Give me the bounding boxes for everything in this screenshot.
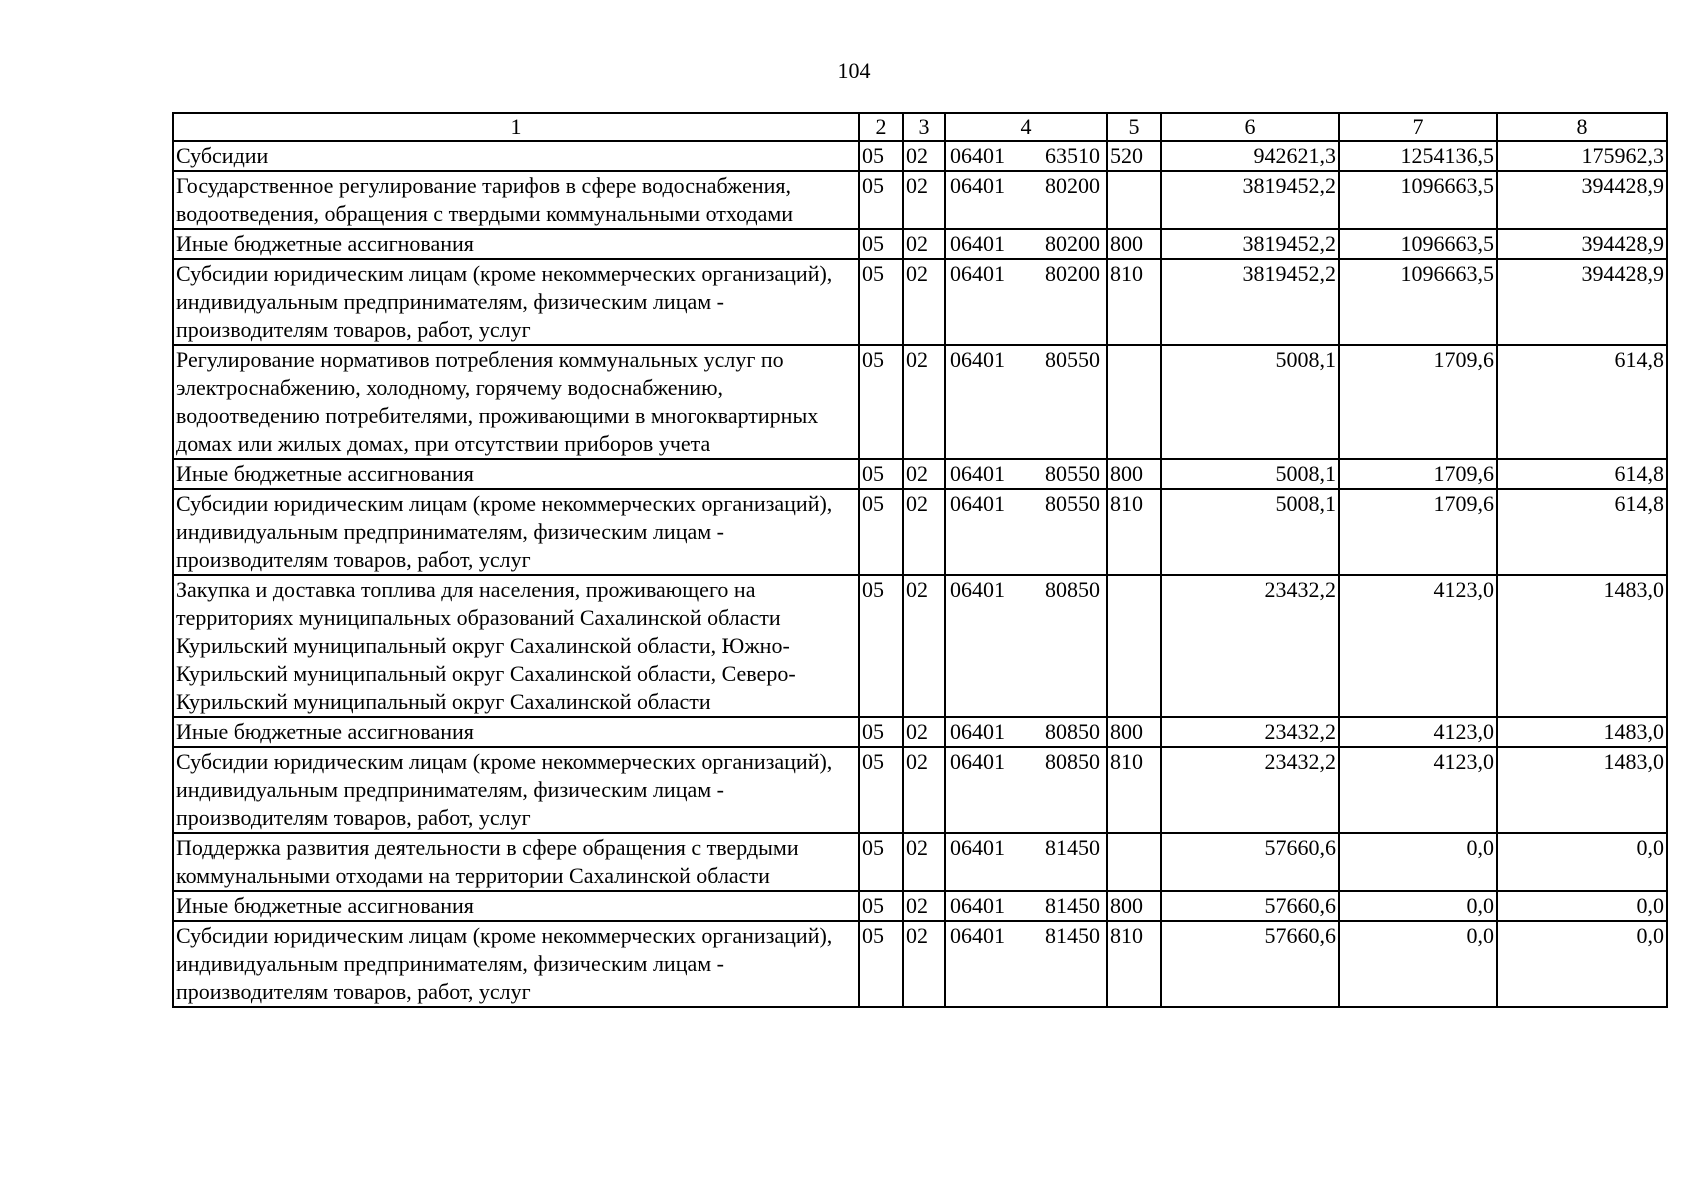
section-code: 05 [859, 891, 903, 921]
section-code: 05 [859, 575, 903, 717]
direction-code: 80550 [1045, 461, 1100, 486]
section-code: 05 [859, 747, 903, 833]
amount-col-8: 0,0 [1497, 891, 1667, 921]
subsection-code: 02 [903, 259, 945, 345]
direction-code: 80850 [1045, 749, 1100, 774]
amount-col-7: 1709,6 [1339, 459, 1497, 489]
header-cell: 5 [1107, 113, 1161, 141]
row-name: Иные бюджетные ассигнования [173, 459, 859, 489]
amount-col-7: 1096663,5 [1339, 171, 1497, 229]
program-code: 06401 [950, 173, 1005, 198]
amount-col-8: 175962,3 [1497, 141, 1667, 171]
expense-type-code: 520 [1107, 141, 1161, 171]
direction-code: 80200 [1045, 173, 1100, 198]
amount-col-6: 5008,1 [1161, 459, 1339, 489]
expense-type-code [1107, 575, 1161, 717]
direction-code: 81450 [1045, 923, 1100, 948]
table-row [173, 171, 1667, 229]
program-code: 06401 [950, 719, 1005, 744]
header-cell: 6 [1161, 113, 1339, 141]
subsection-code: 02 [903, 717, 945, 747]
program-code: 06401 [950, 749, 1005, 774]
target-article-code [945, 921, 1107, 1007]
subsection-code: 02 [903, 747, 945, 833]
target-article-code [945, 891, 1107, 921]
amount-col-8: 1483,0 [1497, 747, 1667, 833]
subsection-code: 02 [903, 921, 945, 1007]
header-cell: 7 [1339, 113, 1497, 141]
program-code: 06401 [950, 261, 1005, 286]
expense-type-code: 810 [1107, 921, 1161, 1007]
section-code: 05 [859, 833, 903, 891]
section-code: 05 [859, 489, 903, 575]
amount-col-7: 0,0 [1339, 921, 1497, 1007]
section-code: 05 [859, 229, 903, 259]
subsection-code: 02 [903, 575, 945, 717]
target-article-code [945, 489, 1107, 575]
table-row [173, 921, 1667, 1007]
amount-col-6: 57660,6 [1161, 833, 1339, 891]
direction-code: 81450 [1045, 835, 1100, 860]
target-article-code [945, 259, 1107, 345]
expense-type-code: 800 [1107, 459, 1161, 489]
amount-col-6: 23432,2 [1161, 747, 1339, 833]
amount-col-6: 5008,1 [1161, 489, 1339, 575]
amount-col-8: 394428,9 [1497, 259, 1667, 345]
amount-col-6: 57660,6 [1161, 891, 1339, 921]
direction-code: 63510 [1045, 143, 1100, 168]
amount-col-7: 4123,0 [1339, 717, 1497, 747]
amount-col-8: 1483,0 [1497, 717, 1667, 747]
target-article-code [945, 229, 1107, 259]
section-code: 05 [859, 141, 903, 171]
amount-col-8: 614,8 [1497, 489, 1667, 575]
header-cell: 8 [1497, 113, 1667, 141]
budget-table [172, 112, 1668, 1008]
section-code: 05 [859, 259, 903, 345]
amount-col-6: 3819452,2 [1161, 259, 1339, 345]
amount-col-6: 23432,2 [1161, 575, 1339, 717]
direction-code: 81450 [1045, 893, 1100, 918]
expense-type-code [1107, 171, 1161, 229]
target-article-code [945, 459, 1107, 489]
amount-col-7: 1709,6 [1339, 489, 1497, 575]
row-name: Субсидии юридическим лицам (кроме некоммерческих организаций), индивидуальным предпринимателям, физическим лицам - производителям товаров, работ, услуг [173, 921, 859, 1007]
amount-col-6: 5008,1 [1161, 345, 1339, 459]
program-code: 06401 [950, 893, 1005, 918]
program-code: 06401 [950, 923, 1005, 948]
subsection-code: 02 [903, 833, 945, 891]
header-cell: 2 [859, 113, 903, 141]
expense-type-code: 800 [1107, 891, 1161, 921]
amount-col-8: 0,0 [1497, 833, 1667, 891]
table-row [173, 833, 1667, 891]
table-row [173, 259, 1667, 345]
header-cell: 1 [173, 113, 859, 141]
program-code: 06401 [950, 461, 1005, 486]
direction-code: 80550 [1045, 347, 1100, 372]
subsection-code: 02 [903, 345, 945, 459]
subsection-code: 02 [903, 459, 945, 489]
table-row [173, 459, 1667, 489]
amount-col-8: 1483,0 [1497, 575, 1667, 717]
amount-col-6: 57660,6 [1161, 921, 1339, 1007]
header-cell: 3 [903, 113, 945, 141]
table-row [173, 141, 1667, 171]
target-article-code [945, 717, 1107, 747]
row-name: Поддержка развития деятельности в сфере обращения с твердыми коммунальными отходами на территории Сахалинской области [173, 833, 859, 891]
table-row [173, 891, 1667, 921]
amount-col-7: 0,0 [1339, 891, 1497, 921]
row-name: Иные бюджетные ассигнования [173, 229, 859, 259]
expense-type-code: 800 [1107, 717, 1161, 747]
section-code: 05 [859, 921, 903, 1007]
section-code: 05 [859, 171, 903, 229]
table-body [173, 141, 1667, 1007]
table-row [173, 229, 1667, 259]
amount-col-6: 942621,3 [1161, 141, 1339, 171]
program-code: 06401 [950, 347, 1005, 372]
program-code: 06401 [950, 143, 1005, 168]
direction-code: 80200 [1045, 231, 1100, 256]
row-name: Субсидии юридическим лицам (кроме некоммерческих организаций), индивидуальным предпринимателям, физическим лицам - производителям товаров, работ, услуг [173, 747, 859, 833]
expense-type-code [1107, 833, 1161, 891]
amount-col-7: 1254136,5 [1339, 141, 1497, 171]
row-name: Иные бюджетные ассигнования [173, 891, 859, 921]
amount-col-7: 0,0 [1339, 833, 1497, 891]
direction-code: 80850 [1045, 577, 1100, 602]
section-code: 05 [859, 459, 903, 489]
amount-col-8: 394428,9 [1497, 229, 1667, 259]
expense-type-code: 810 [1107, 489, 1161, 575]
program-code: 06401 [950, 491, 1005, 516]
row-name: Иные бюджетные ассигнования [173, 717, 859, 747]
row-name: Субсидии юридическим лицам (кроме некоммерческих организаций), индивидуальным предпринимателям, физическим лицам - производителям товаров, работ, услуг [173, 489, 859, 575]
program-code: 06401 [950, 577, 1005, 602]
program-code: 06401 [950, 835, 1005, 860]
amount-col-6: 23432,2 [1161, 717, 1339, 747]
row-name: Государственное регулирование тарифов в сфере водоснабжения, водоотведения, обращения с твердыми коммунальными отходами [173, 171, 859, 229]
amount-col-8: 0,0 [1497, 921, 1667, 1007]
amount-col-7: 4123,0 [1339, 575, 1497, 717]
direction-code: 80200 [1045, 261, 1100, 286]
amount-col-8: 614,8 [1497, 345, 1667, 459]
row-name: Регулирование нормативов потребления коммунальных услуг по электроснабжению, холодному, горячему водоснабжению, водоотведению потребителями, проживающими в многоквартирных домах или жилых домах, при отсутствии приборов учета [173, 345, 859, 459]
direction-code: 80850 [1045, 719, 1100, 744]
amount-col-8: 614,8 [1497, 459, 1667, 489]
subsection-code: 02 [903, 891, 945, 921]
table-row [173, 489, 1667, 575]
amount-col-7: 1709,6 [1339, 345, 1497, 459]
amount-col-6: 3819452,2 [1161, 171, 1339, 229]
target-article-code [945, 171, 1107, 229]
section-code: 05 [859, 345, 903, 459]
expense-type-code: 810 [1107, 747, 1161, 833]
header-row [173, 113, 1667, 141]
row-name: Субсидии [173, 141, 859, 171]
subsection-code: 02 [903, 229, 945, 259]
amount-col-6: 3819452,2 [1161, 229, 1339, 259]
page-number: 104 [837, 58, 871, 83]
table-row [173, 747, 1667, 833]
table-row [173, 717, 1667, 747]
program-code: 06401 [950, 231, 1005, 256]
target-article-code [945, 575, 1107, 717]
row-name: Закупка и доставка топлива для населения, проживающего на территориях муниципальных образований Сахалинской области Курильский муниципальный округ Сахалинской области, Южно-Курильский муниципальный округ Сахалинской области, Северо-Курильский муниципальный округ Сахалинской области [173, 575, 859, 717]
direction-code: 80550 [1045, 491, 1100, 516]
target-article-code [945, 747, 1107, 833]
subsection-code: 02 [903, 171, 945, 229]
subsection-code: 02 [903, 141, 945, 171]
target-article-code [945, 833, 1107, 891]
row-name: Субсидии юридическим лицам (кроме некоммерческих организаций), индивидуальным предпринимателям, физическим лицам - производителям товаров, работ, услуг [173, 259, 859, 345]
target-article-code [945, 141, 1107, 171]
table-row [173, 575, 1667, 717]
header-cell: 4 [945, 113, 1107, 141]
expense-type-code [1107, 345, 1161, 459]
section-code: 05 [859, 717, 903, 747]
expense-type-code: 810 [1107, 259, 1161, 345]
amount-col-7: 4123,0 [1339, 747, 1497, 833]
target-article-code [945, 345, 1107, 459]
subsection-code: 02 [903, 489, 945, 575]
table-row [173, 345, 1667, 459]
amount-col-7: 1096663,5 [1339, 229, 1497, 259]
expense-type-code: 800 [1107, 229, 1161, 259]
amount-col-7: 1096663,5 [1339, 259, 1497, 345]
amount-col-8: 394428,9 [1497, 171, 1667, 229]
